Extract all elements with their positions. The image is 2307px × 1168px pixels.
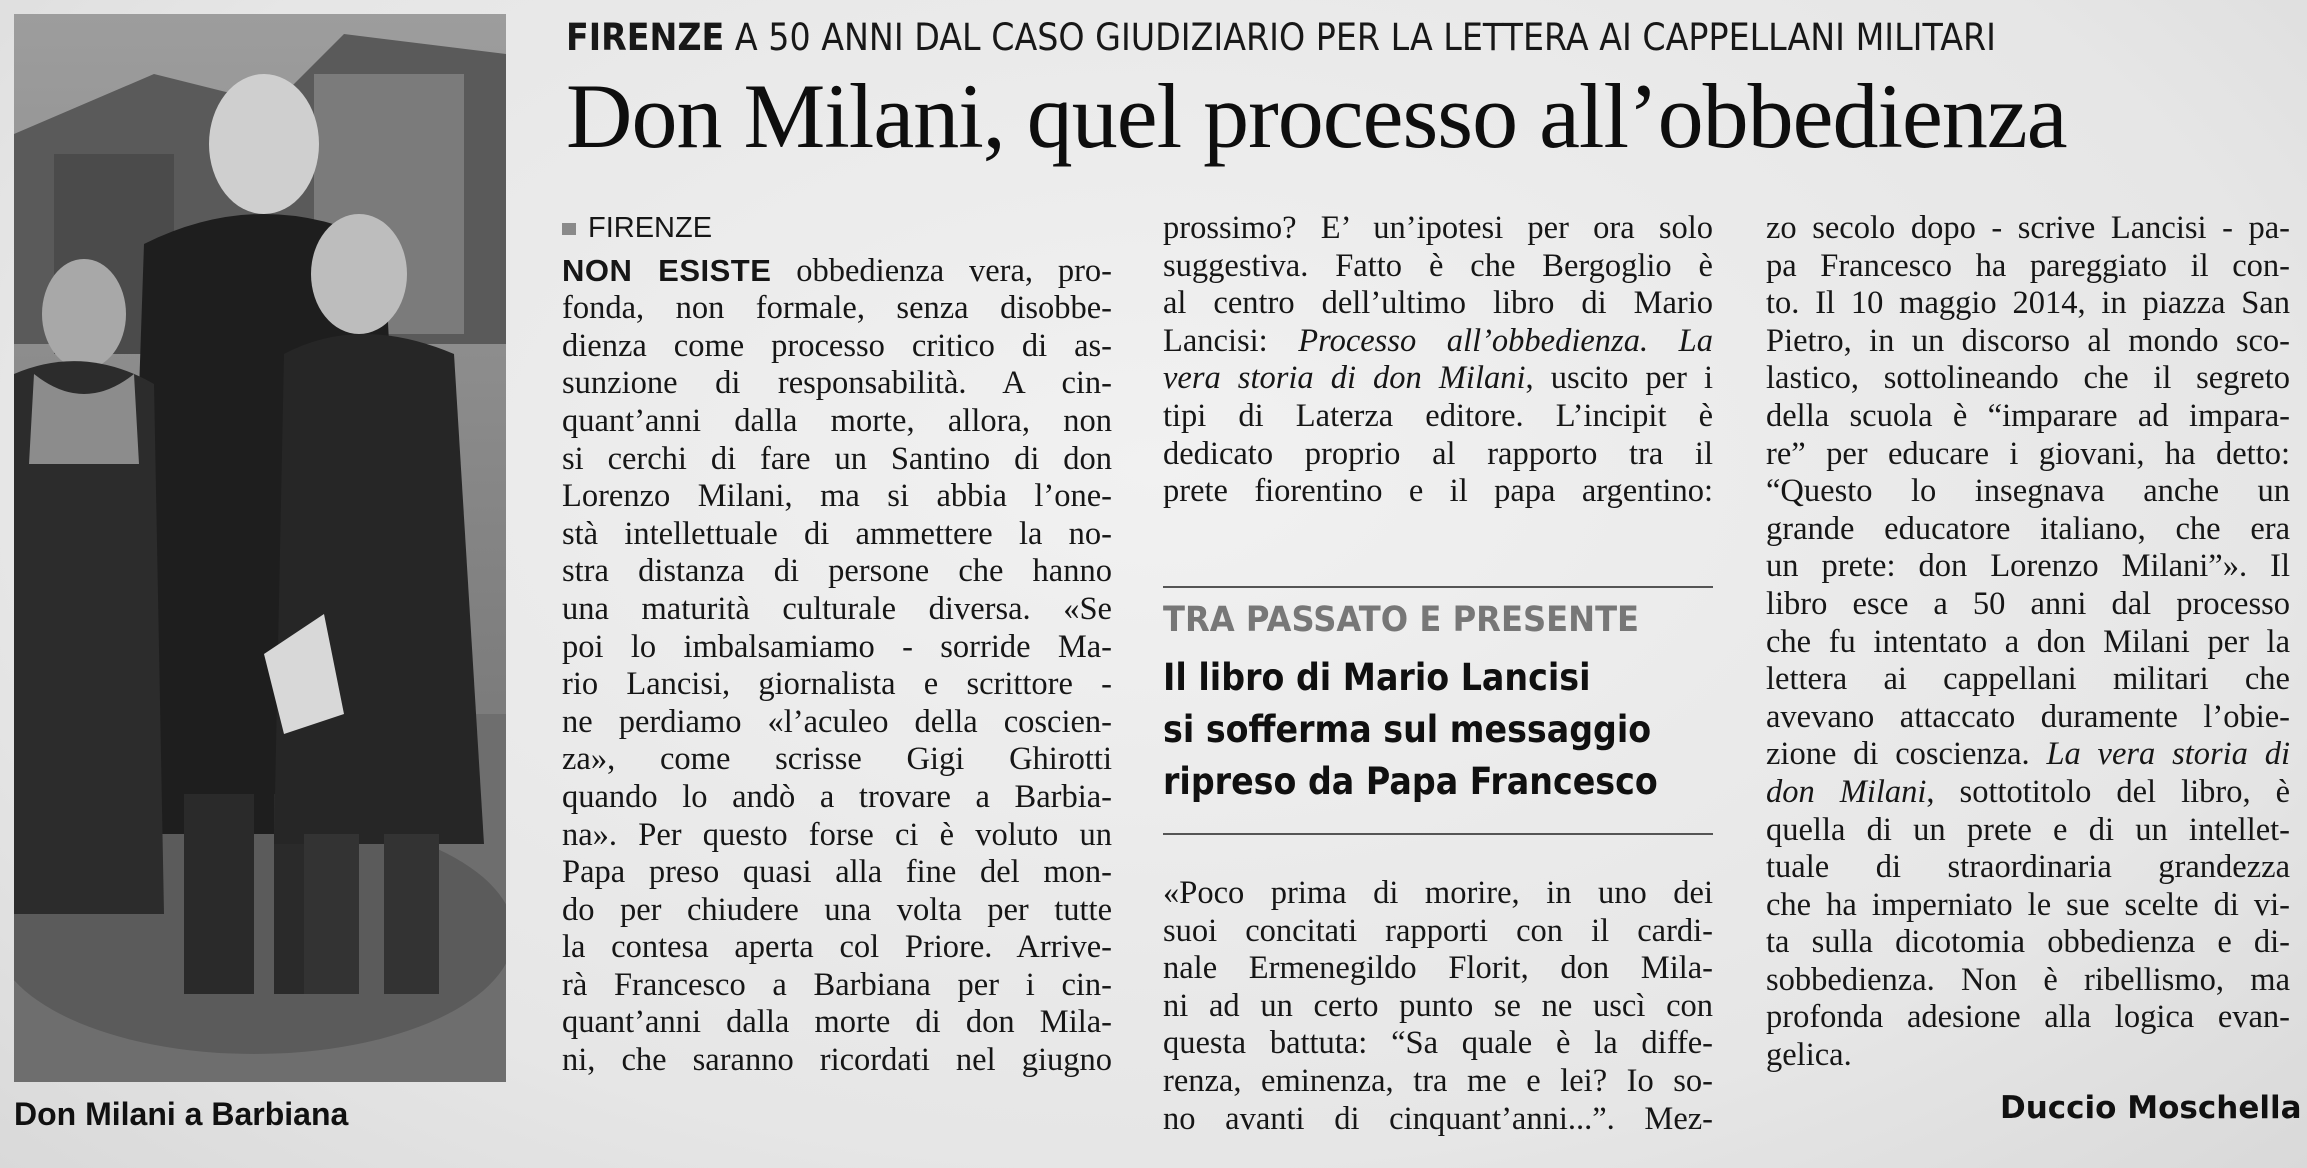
box-top-rule [1163,586,1713,588]
text-line: che ha imperniato le sue scelte di vi- [1766,886,2290,923]
text-line: re” per educare i giovani, ha detto: [1766,435,2290,472]
text-line: stà intellettuale di ammettere la no- [562,515,1112,552]
text-line: quant’anni dalla morte di don Mila- [562,1004,1112,1041]
text-fragment: Lancisi: [1163,322,1268,359]
text-fragment: , uscito per i [1525,360,1713,397]
book-subtitle: don Milani [1766,773,1927,810]
dateline-bullet-icon [562,223,576,235]
text-line: «Poco prima di morire, in uno dei [1163,875,1713,911]
text-line: grande educatore italiano, che era [1766,510,2290,547]
text-line: prete fiorentino e il papa argentino: [1163,473,1713,510]
text-line: libro esce a 50 anni dal processo [1766,585,2290,622]
text-line: suggestiva. Fatto è che Bergoglio è [1163,247,1713,284]
text-line: “Questo lo insegnava anche un [1766,473,2290,510]
text-line: na». Per questo forse ci è voluto un [562,816,1112,853]
text-line: avevano attaccato duramente l’obie- [1766,698,2290,735]
article-column-3 [1766,210,2290,1075]
text-line: quando lo andò a trovare a Barbia- [562,778,1112,815]
photo-caption: Don Milani a Barbiana [14,1096,349,1132]
headline-kicker [566,16,2114,59]
text-line: Lorenzo Milani, ma si abbia l’one- [562,478,1112,515]
kicker-text: A 50 ANNI DAL CASO GIUDIZIARIO PER LA LETTERA AI CAPPELLANI MILITARI [734,16,1997,59]
text-line: stra distanza di persone che hanno [562,553,1112,590]
text-line: si cerchi di fare un Santino di don [562,440,1112,477]
text-line: che fu intentato a don Milani per la [1766,623,2290,660]
text-fragment: zione di coscienza. [1766,736,2030,773]
author-byline: Duccio Moschella [2000,1090,2302,1126]
lead-text: obbedienza vera, pro- [796,252,1112,289]
dateline-text: FIRENZE [588,212,713,244]
text-line: dedicato proprio al rapporto tra il [1163,435,1713,472]
article-column-2-top [1163,210,1713,511]
book-title: Processo all’obbedienza. La [1298,322,1713,359]
text-line: dienza come processo critico di as- [562,327,1112,364]
text-line: quant’anni dalla morte, allora, non [562,402,1112,439]
text-line: ne perdiamo «l’aculeo della coscien- [562,703,1112,740]
text-line: lastico, sottolineando che il segreto [1766,360,2290,397]
text-line: questa battuta: “Sa quale è la diffe- [1163,1025,1713,1062]
text-line: pa Francesco ha pareggiato il con- [1766,247,2290,284]
lead-caps: NON ESISTE [562,252,772,288]
text-line: zo secolo dopo - scrive Lancisi - pa- [1766,210,2290,246]
text-line: della scuola è “imparare ad impara- [1766,397,2290,434]
text-line: ni, che saranno ricordati nel giugno [562,1042,1112,1079]
text-line: una maturità culturale diversa. «Se [562,590,1112,627]
text-line [1163,323,1713,361]
box-title [1163,652,1667,808]
box-title-line: si sofferma sul messaggio [1163,708,1652,751]
box-title-line: Il libro di Mario Lancisi [1163,656,1591,699]
dateline [562,210,1112,248]
text-line: al centro dell’ultimo libro di Mario [1163,285,1713,322]
book-subtitle: vera storia di don Milani [1163,360,1526,397]
book-subtitle: La vera storia di [2046,736,2290,773]
text-line: prossimo? E’ un’ipotesi per ora solo [1163,210,1713,246]
text-line [562,252,1112,291]
text-line: tuale di straordinaria grandezza [1766,849,2290,886]
text-line: rà Francesco a Barbiana per i cin- [562,966,1112,1003]
text-fragment: , sottotitolo del libro, è [1926,773,2290,810]
box-label: TRA PASSATO E PRESENTE [1163,600,1640,640]
text-line: no avanti di cinquant’anni...”. Mez- [1163,1100,1713,1137]
text-line: sunzione di responsabilità. A cin- [562,365,1112,402]
photo-illustration [14,14,506,1082]
text-line: lettera ai cappellani militari che [1766,661,2290,698]
text-line: do per chiudere una volta per tutte [562,891,1112,928]
text-line: un prete: don Lorenzo Milani”». Il [1766,548,2290,585]
text-line: rio Lancisi, giornalista e scrittore - [562,666,1112,703]
text-line: la contesa aperta col Priore. Arrive- [562,929,1112,966]
box-title-line: ripreso da Papa Francesco [1163,760,1658,803]
text-line: tipi di Laterza editore. L’incipit è [1163,397,1713,434]
text-line: quella di un prete e di un intellet- [1766,811,2290,848]
text-line: fonda, non formale, senza disobbe- [562,290,1112,327]
article-photo [14,14,506,1082]
kicker-city: FIRENZE [566,16,725,59]
text-line: Pietro, in un discorso al mondo sco- [1766,322,2290,359]
article-column-2-bottom [1163,875,1713,1138]
text-line [1163,360,1713,398]
text-line: ni ad un certo punto se ne uscì con [1163,987,1713,1024]
text-line: to. Il 10 maggio 2014, in piazza San [1766,285,2290,322]
text-line: gelica. [1766,1037,1852,1074]
box-bottom-rule [1163,833,1713,835]
text-line: poi lo imbalsamiamo - sorride Ma- [562,628,1112,665]
text-line: nale Ermenegildo Florit, don Mila- [1163,950,1713,987]
article-column-1 [562,210,1112,1080]
text-line: suoi concitati rapporti con il cardi- [1163,912,1713,949]
text-line [1766,774,2290,812]
text-line: sobbedienza. Non è ribellismo, ma [1766,961,2290,998]
text-line: ta sulla dicotomia obbedienza e di- [1766,924,2290,961]
headline: Don Milani, quel processo all’obbedienza [566,65,2067,167]
text-line: profonda adesione alla logica evan- [1766,999,2290,1036]
text-line: za», come scrisse Gigi Ghirotti [562,741,1112,778]
text-line: renza, eminenza, tra me e lei? Io so- [1163,1062,1713,1099]
text-line [1766,736,2290,774]
text-line: Papa preso quasi alla fine del mon- [562,854,1112,891]
